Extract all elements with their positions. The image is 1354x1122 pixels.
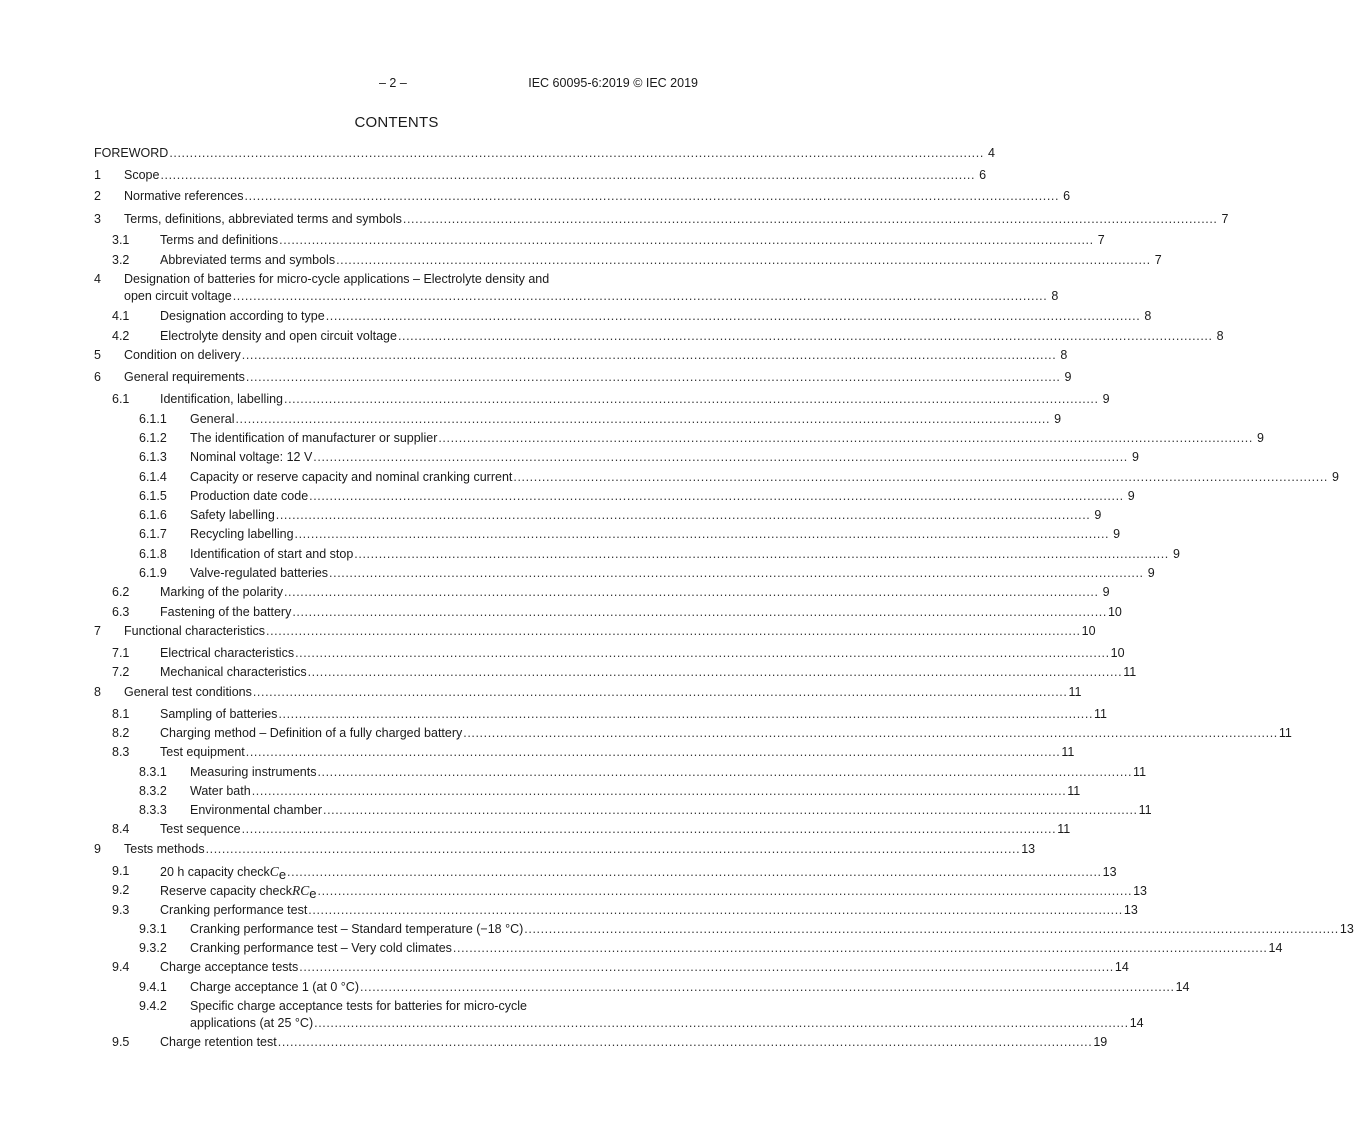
toc-entry-label: open circuit voltage xyxy=(124,289,232,303)
toc-leader-dots: ........................................................................................................................................................................................................ xyxy=(241,348,1057,362)
toc-entry-number: 9.4 xyxy=(112,960,130,974)
toc-entry-number: 6.1 xyxy=(112,392,130,406)
toc-leader-dots: ........................................................................................................................................................................................................ xyxy=(169,146,984,160)
toc-entry[interactable] xyxy=(94,841,1036,858)
toc-leader-dots: ........................................................................................................................................................................................................ xyxy=(284,392,1099,406)
toc-entry-page: 11 xyxy=(1067,784,1081,798)
toc-leader-dots: ........................................................................................................................................................................................................ xyxy=(279,233,1094,247)
toc-entry[interactable] xyxy=(94,664,1137,681)
toc-entry[interactable] xyxy=(94,391,1110,408)
toc-entry-symbol: Ce xyxy=(269,864,287,882)
toc-entry-number: 6.1.5 xyxy=(139,489,167,503)
toc-entry[interactable] xyxy=(94,526,1121,543)
toc-entry-number: 6.1.1 xyxy=(139,412,167,426)
toc-entry-number: 7 xyxy=(94,624,101,638)
toc-entry-page: 13 xyxy=(1339,922,1354,936)
toc-entry-number: 6.1.4 xyxy=(139,470,167,484)
toc-entry-label: Charge acceptance tests xyxy=(160,960,299,974)
toc-entry[interactable] xyxy=(94,882,1148,901)
toc-entry-label: Identification, labelling xyxy=(160,392,283,406)
toc-entry-label: Capacity or reserve capacity and nominal cranking current xyxy=(190,470,513,484)
toc-entry-page: 9 xyxy=(1127,489,1135,503)
toc-leader-dots: ........................................................................................................................................................................................................ xyxy=(232,289,1048,303)
toc-entry-label: Measuring instruments xyxy=(190,765,317,779)
toc-entry-page: 9 xyxy=(1102,585,1110,599)
toc-entry-page: 13 xyxy=(1133,884,1148,898)
toc-entry[interactable] xyxy=(94,232,1105,249)
toc-entry[interactable] xyxy=(94,565,1155,582)
toc-entry-page: 9 xyxy=(1332,470,1339,484)
toc-leader-dots: ........................................................................................................................................................................................................ xyxy=(235,412,1051,426)
toc-leader-dots: ........................................................................................................................................................................................................ xyxy=(452,941,1268,955)
toc-entry-label: Sampling of batteries xyxy=(160,707,278,721)
toc-entry-label: Cranking performance test xyxy=(160,903,308,917)
toc-entry[interactable] xyxy=(94,959,1129,976)
toc-entry-page: 4 xyxy=(987,146,995,160)
toc-entry-label: Charging method – Definition of a fully charged battery xyxy=(160,726,463,740)
toc-leader-dots: ........................................................................................................................................................................................................ xyxy=(397,329,1213,343)
toc-entry-label: Cranking performance test – Standard temperature (−18 °C) xyxy=(190,922,524,936)
toc-entry-page: 9 xyxy=(1113,527,1121,541)
toc-entry-number: 4 xyxy=(94,272,101,286)
toc-entry-page: 11 xyxy=(1068,685,1082,699)
toc-leader-dots: ........................................................................................................................................................................................................ xyxy=(313,450,1128,464)
toc-leader-dots: ........................................................................................................................................................................................................ xyxy=(354,547,1169,561)
toc-entry-label: Charge retention test xyxy=(160,1035,277,1049)
toc-entry[interactable] xyxy=(94,328,1224,345)
toc-entry[interactable] xyxy=(94,167,987,184)
toc-entry-number: 8.2 xyxy=(112,726,130,740)
toc-entry-label: Marking of the polarity xyxy=(160,585,283,599)
toc-entry-label: Reserve capacity check xyxy=(160,884,293,898)
toc-entry-label: Abbreviated terms and symbols xyxy=(160,253,336,267)
toc-entry-label: Test sequence xyxy=(160,822,241,836)
toc-entry-number: 7.2 xyxy=(112,665,130,679)
toc-entry-number: 6.1.2 xyxy=(139,431,167,445)
toc-entry-page: 11 xyxy=(1061,745,1075,759)
toc-entry-page: 11 xyxy=(1057,822,1071,836)
toc-entry-symbol: RCe xyxy=(292,883,317,901)
toc-entry[interactable] xyxy=(94,188,1071,205)
toc-entry-number: 9.5 xyxy=(112,1035,130,1049)
toc-entry-label-line1: Designation of batteries for micro-cycle applications – Electrolyte density and xyxy=(124,272,550,286)
toc-entry-number: 6.1.8 xyxy=(139,547,167,561)
toc-entry-number: 6.1.6 xyxy=(139,508,167,522)
toc-leader-dots: ........................................................................................................................................................................................................ xyxy=(336,253,1151,267)
toc-entry-number: 3.2 xyxy=(112,253,130,267)
toc-entry-label: General test conditions xyxy=(124,685,252,699)
toc-entry-page: 8 xyxy=(1144,309,1152,323)
toc-entry-page: 11 xyxy=(1123,665,1137,679)
toc-leader-dots: ........................................................................................................................................................................................................ xyxy=(275,508,1091,522)
toc-entry[interactable] xyxy=(94,902,1138,919)
toc-entry-label-line1: Specific charge acceptance tests for batteries for micro-cycle xyxy=(190,999,527,1013)
toc-entry[interactable] xyxy=(94,863,1117,882)
toc-entry-number: 3 xyxy=(94,212,101,226)
toc-entry-page: 9 xyxy=(1257,431,1264,445)
toc-entry[interactable] xyxy=(94,469,1339,486)
toc-entry-page: 9 xyxy=(1147,566,1155,580)
toc-leader-dots: ........................................................................................................................................................................................................ xyxy=(244,189,1060,203)
toc-leader-dots: ........................................................................................................................................................................................................ xyxy=(359,980,1175,994)
toc-entry-number: 9.2 xyxy=(112,883,130,897)
toc-leader-dots: ........................................................................................................................................................................................................ xyxy=(292,605,1107,619)
toc-leader-dots: ........................................................................................................................................................................................................ xyxy=(160,168,976,182)
toc-leader-dots: ........................................................................................................................................................................................................ xyxy=(309,489,1124,503)
toc-leader-dots: ........................................................................................................................................................................................................ xyxy=(245,745,1061,759)
toc-entry[interactable] xyxy=(94,623,1096,640)
toc-entry-page: 8 xyxy=(1216,329,1224,343)
toc-entry[interactable] xyxy=(94,921,1354,938)
toc-entry-label: Cranking performance test – Very cold climates xyxy=(190,941,452,955)
toc-entry-page: 13 xyxy=(1021,842,1036,856)
toc-entry[interactable] xyxy=(94,145,995,162)
toc-leader-dots: ........................................................................................................................................................................................................ xyxy=(278,707,1094,721)
toc-entry[interactable] xyxy=(94,684,1082,701)
toc-entry-page: 14 xyxy=(1114,960,1129,974)
toc-entry[interactable] xyxy=(94,1034,1108,1051)
toc-entry[interactable] xyxy=(94,449,1139,466)
toc-entry-page: 9 xyxy=(1131,450,1139,464)
toc-entry-number: 8.4 xyxy=(112,822,130,836)
toc-entry[interactable] xyxy=(94,604,1122,621)
toc-entry-page: 10 xyxy=(1110,646,1125,660)
toc-entry-label: Charge acceptance 1 (at 0 °C) xyxy=(190,980,359,994)
toc-leader-dots: ........................................................................................................................................................................................................ xyxy=(205,842,1021,856)
toc-entry-label: General requirements xyxy=(124,370,245,384)
toc-entry-number: 2 xyxy=(94,189,101,203)
toc-leader-dots: ........................................................................................................................................................................................................ xyxy=(329,566,1144,580)
toc-entry-label: Condition on delivery xyxy=(124,348,241,362)
toc-entry[interactable] xyxy=(94,940,1283,957)
toc-entry-number: 7.1 xyxy=(112,646,130,660)
toc-entry-label: The identification of manufacturer or supplier xyxy=(190,431,438,445)
toc-entry-label: Designation according to type xyxy=(160,309,325,323)
toc-entry-number: 6.1.3 xyxy=(139,450,167,464)
toc-entry-label: Terms and definitions xyxy=(160,233,279,247)
toc-entry-number: 3.1 xyxy=(112,233,130,247)
toc-entry[interactable] xyxy=(94,308,1152,325)
toc-leader-dots: ........................................................................................................................................................................................................ xyxy=(438,431,1253,445)
toc-entry-page: 9 xyxy=(1064,370,1072,384)
page-title: CONTENTS xyxy=(354,114,439,131)
toc-entry-label: Environmental chamber xyxy=(190,803,323,817)
toc-entry-number: 9 xyxy=(94,842,101,856)
toc-entry[interactable] xyxy=(94,546,1180,563)
toc-leader-dots: ........................................................................................................................................................................................................ xyxy=(317,765,1133,779)
toc-entry[interactable] xyxy=(94,706,1108,723)
toc-leader-dots: ........................................................................................................................................................................................................ xyxy=(295,646,1110,660)
page-header xyxy=(94,76,698,92)
toc-entry[interactable] xyxy=(94,271,1059,305)
toc-leader-dots: ........................................................................................................................................................................................................ xyxy=(299,960,1114,974)
toc-entry-page: 7 xyxy=(1221,212,1229,226)
toc-entry-page: 19 xyxy=(1093,1035,1108,1049)
toc-entry-number: 4.1 xyxy=(112,309,130,323)
toc-entry-label: Mechanical characteristics xyxy=(160,665,307,679)
toc-entry-page: 11 xyxy=(1133,765,1147,779)
toc-entry-label: Nominal voltage: 12 V xyxy=(190,450,313,464)
toc-leader-dots: ........................................................................................................................................................................................................ xyxy=(314,1016,1129,1030)
toc-entry-number: 1 xyxy=(94,168,101,182)
toc-entry[interactable] xyxy=(94,411,1062,428)
toc-entry[interactable] xyxy=(94,507,1102,524)
toc-entry-page: 8 xyxy=(1060,348,1068,362)
toc-entry-label: Recycling labelling xyxy=(190,527,294,541)
toc-entry-label: 20 h capacity check xyxy=(160,865,270,879)
toc-leader-dots: ........................................................................................................................................................................................................ xyxy=(245,370,1061,384)
toc-entry-page: 11 xyxy=(1138,803,1152,817)
toc-entry-number: 8 xyxy=(94,685,101,699)
toc-entry-page: 9 xyxy=(1054,412,1062,426)
toc-leader-dots: ........................................................................................................................................................................................................ xyxy=(241,822,1057,836)
toc-entry-page: 8 xyxy=(1051,289,1059,303)
toc-entry-number: 9.4.2 xyxy=(139,999,167,1013)
toc-entry-number: 8.3.3 xyxy=(139,803,167,817)
toc-entry-label: Production date code xyxy=(190,489,309,503)
toc-entry-page: 14 xyxy=(1175,980,1190,994)
toc-entry-number: 8.3.1 xyxy=(139,765,167,779)
toc-entry-number: 5 xyxy=(94,348,101,362)
toc-entry-page: 6 xyxy=(1063,189,1071,203)
toc-entry[interactable] xyxy=(94,744,1075,761)
toc-entry[interactable] xyxy=(94,645,1125,662)
toc-leader-dots: ........................................................................................................................................................................................................ xyxy=(513,470,1328,484)
toc-entry-page: 13 xyxy=(1123,903,1138,917)
toc-leader-dots: ........................................................................................................................................................................................................ xyxy=(294,527,1110,541)
toc-entry-number: 6.3 xyxy=(112,605,130,619)
toc-entry[interactable] xyxy=(94,211,1229,228)
toc-entry-label: applications (at 25 °C) xyxy=(190,1016,314,1030)
toc-entry-number: 8.3.2 xyxy=(139,784,167,798)
toc-entry-page: 13 xyxy=(1102,865,1117,879)
toc-leader-dots: ........................................................................................................................................................................................................ xyxy=(266,624,1081,638)
toc-entry[interactable] xyxy=(94,369,1072,386)
toc-entry[interactable] xyxy=(94,725,1292,742)
toc-entry[interactable] xyxy=(94,821,1071,838)
toc-entry[interactable] xyxy=(94,783,1081,800)
toc-entry-number: 6 xyxy=(94,370,101,384)
toc-entry-label: Normative references xyxy=(124,189,244,203)
toc-entry-label: Scope xyxy=(124,168,160,182)
toc-entry-page: 14 xyxy=(1268,941,1283,955)
toc-entry-number: 6.1.7 xyxy=(139,527,167,541)
toc-leader-dots: ........................................................................................................................................................................................................ xyxy=(283,585,1099,599)
toc-entry[interactable] xyxy=(94,430,1264,447)
toc-entry-number: 9.3.1 xyxy=(139,922,167,936)
toc-entry-number: 9.4.1 xyxy=(139,980,167,994)
toc-leader-dots: ........................................................................................................................................................................................................ xyxy=(252,685,1068,699)
toc-entry[interactable] xyxy=(94,998,1144,1032)
toc-entry-page: 9 xyxy=(1094,508,1102,522)
toc-entry-number: 6.1.9 xyxy=(139,566,167,580)
page-number: – 2 – xyxy=(379,76,407,90)
toc-entry-label: Terms, definitions, abbreviated terms and symbols xyxy=(124,212,402,226)
toc-entry-number: 8.3 xyxy=(112,745,130,759)
toc-entry-label: Fastening of the battery xyxy=(160,605,292,619)
toc-entry-page: 11 xyxy=(1094,707,1108,721)
toc-entry-page: 7 xyxy=(1154,253,1162,267)
toc-entry-label: Water bath xyxy=(190,784,251,798)
toc-entry-label: General xyxy=(190,412,235,426)
toc-leader-dots: ........................................................................................................................................................................................................ xyxy=(287,865,1102,879)
toc-entry[interactable] xyxy=(94,347,1068,364)
toc-entry-page: 10 xyxy=(1107,605,1122,619)
document-id: IEC 60095-6:2019 © IEC 2019 xyxy=(528,76,698,90)
toc-leader-dots: ........................................................................................................................................................................................................ xyxy=(463,726,1278,740)
toc-entry-number: 9.3 xyxy=(112,903,130,917)
toc-entry-page: 9 xyxy=(1102,392,1110,406)
toc-leader-dots: ........................................................................................................................................................................................................ xyxy=(251,784,1067,798)
toc-entry[interactable] xyxy=(94,802,1152,819)
toc-entry-label: Electrolyte density and open circuit voltage xyxy=(160,329,397,343)
toc-entry-number: 9.1 xyxy=(112,864,130,878)
toc-entry-page: 11 xyxy=(1278,726,1292,740)
toc-entry-label: Valve-regulated batteries xyxy=(190,566,329,580)
toc-entry-label: Functional characteristics xyxy=(124,624,266,638)
toc-entry-page: 6 xyxy=(979,168,987,182)
toc-entry-label: Test equipment xyxy=(160,745,245,759)
toc-leader-dots: ........................................................................................................................................................................................................ xyxy=(524,922,1339,936)
toc-entry-label: Identification of start and stop xyxy=(190,547,354,561)
toc-entry[interactable] xyxy=(94,252,1162,269)
toc-entry-number: 8.1 xyxy=(112,707,130,721)
toc-entry-number: 6.2 xyxy=(112,585,130,599)
toc-entry[interactable] xyxy=(94,979,1190,996)
toc-entry-page: 9 xyxy=(1172,547,1180,561)
toc-entry-page: 14 xyxy=(1129,1016,1144,1030)
toc-leader-dots: ........................................................................................................................................................................................................ xyxy=(307,665,1123,679)
toc-entry[interactable] xyxy=(94,584,1110,601)
toc-entry[interactable] xyxy=(94,764,1147,781)
toc-entry-label: Tests methods xyxy=(124,842,205,856)
toc-entry-label: Electrical characteristics xyxy=(160,646,295,660)
toc-entry-page: 10 xyxy=(1081,624,1096,638)
toc-entry-label: Safety labelling xyxy=(190,508,275,522)
toc-leader-dots: ........................................................................................................................................................................................................ xyxy=(277,1035,1093,1049)
toc-leader-dots: ........................................................................................................................................................................................................ xyxy=(323,803,1138,817)
toc-leader-dots: ........................................................................................................................................................................................................ xyxy=(317,884,1133,898)
toc-entry-page: 7 xyxy=(1097,233,1105,247)
toc-entry[interactable] xyxy=(94,488,1135,505)
toc-entry-label: FOREWORD xyxy=(94,146,169,160)
toc-leader-dots: ........................................................................................................................................................................................................ xyxy=(325,309,1141,323)
toc-entry-number: 4.2 xyxy=(112,329,130,343)
toc-leader-dots: ........................................................................................................................................................................................................ xyxy=(308,903,1123,917)
toc-entry-number: 9.3.2 xyxy=(139,941,167,955)
toc-leader-dots: ........................................................................................................................................................................................................ xyxy=(402,212,1218,226)
